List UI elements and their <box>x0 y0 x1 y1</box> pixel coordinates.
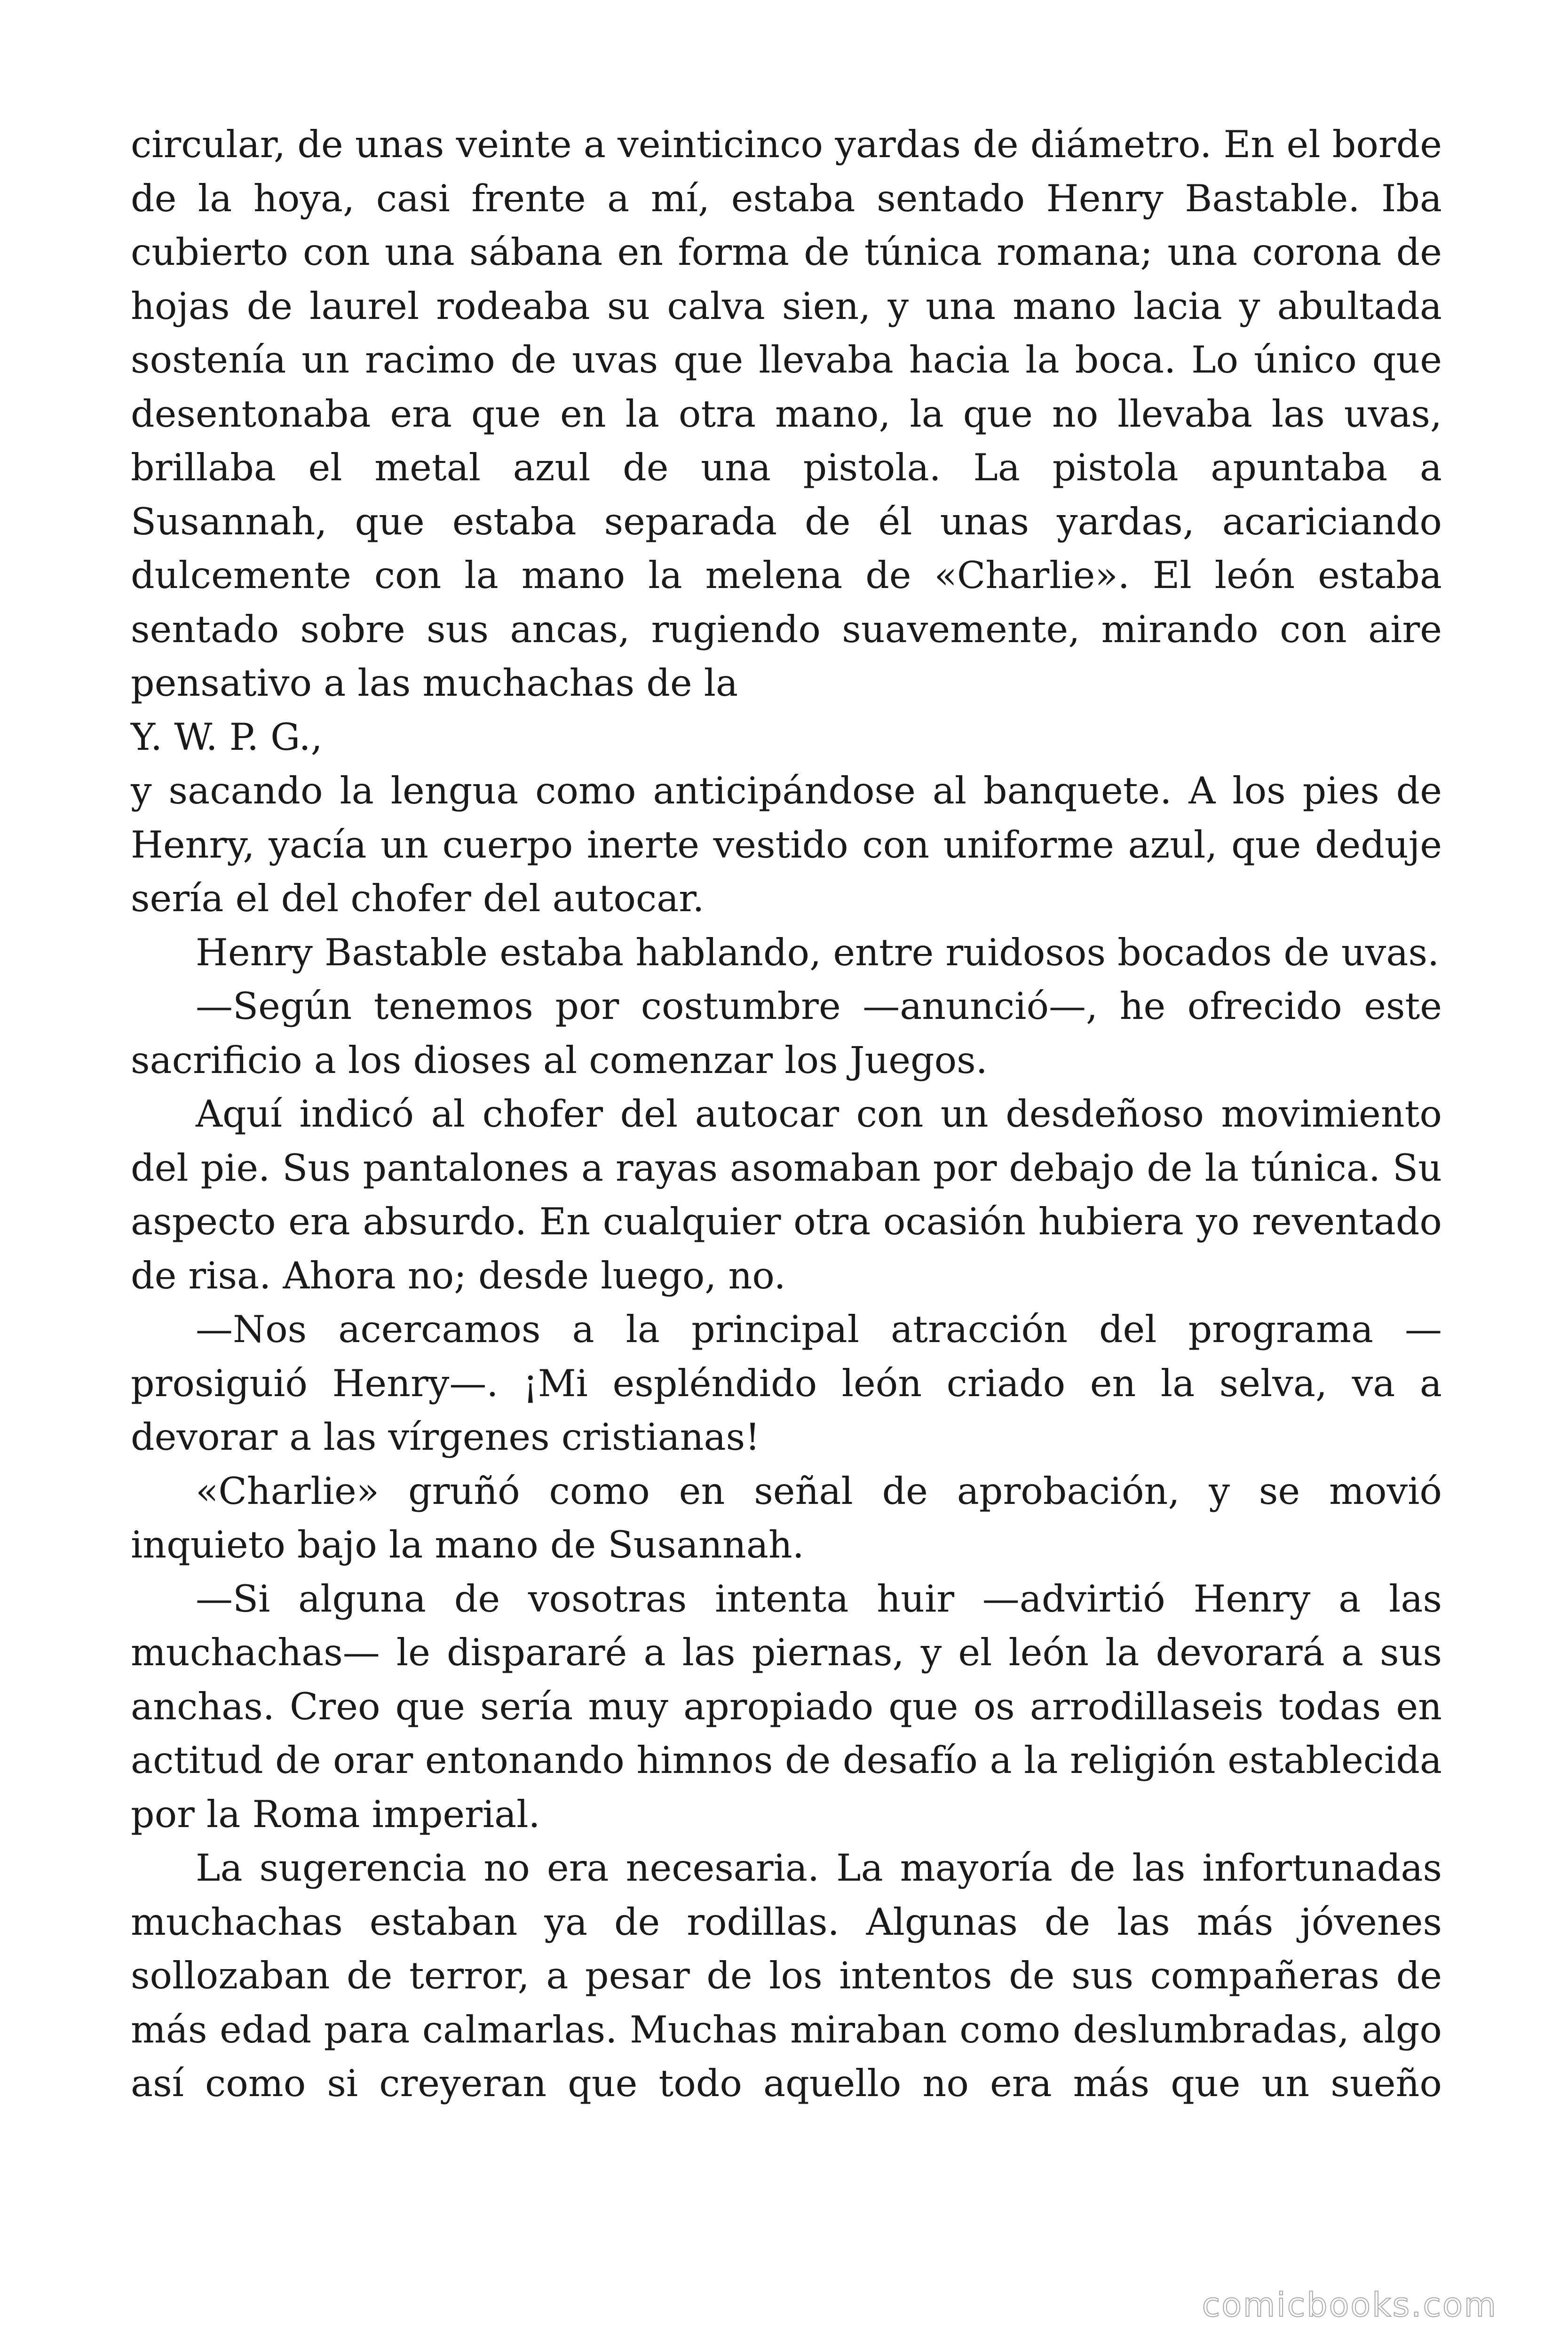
paragraph-2: Y. W. P. G., <box>131 715 323 759</box>
paragraph-1: circular, de unas veinte a veinticinco yardas de diámetro. En el borde de la hoya, casi frente a mí, estaba sentado Henry Bastable. Iba cubierto con una sábana en forma de túnica romana; una corona de hojas de laurel rodeaba su calva sien, y una mano lacia y abultada sostenía un racimo de uvas que llevaba hacia la boca. Lo único que desentonaba era que en la otra mano, la que no llevaba las uvas, brillaba el metal azul de una pistola. La pistola apuntaba a Susannah, que estaba separada de él unas yardas, acariciando dulcemente con la mano la melena de «Charlie». El león estaba sentado sobre sus ancas, rugiendo suavemente, mirando con aire pensativo a las muchachas de la <box>131 123 1442 705</box>
paragraph-6: Aquí indicó al chofer del autocar con un desdeñoso movimiento del pie. Sus pantalones a rayas asomaban por debajo de la túnica. Su aspecto era absurdo. En cualquier otra ocasión hubiera yo reventado de risa. Ahora no; desde luego, no. <box>131 1092 1442 1297</box>
paragraph-4: Henry Bastable estaba hablando, entre ruidosos bocados de uvas. <box>196 930 1440 974</box>
paragraph-8: «Charlie» gruñó como en señal de aprobación, y se movió inquieto bajo la mano de Susannah. <box>131 1469 1442 1566</box>
paragraph-10: La sugerencia no era necesaria. La mayoría de las infortunadas muchachas estaban ya de rodillas. Algunas de las más jóvenes sollozaban de terror, a pesar de los intentos de sus compañeras de más edad para calmarlas. Muchas miraban como deslumbradas, algo así como si creyeran que todo aquello no era más que un sueño <box>131 1846 1442 2105</box>
paragraph-5: —Según tenemos por costumbre —anunció—, he ofrecido este sacrificio a los dioses al comenzar los Juegos. <box>131 985 1442 1082</box>
paragraph-7: —Nos acercamos a la principal atracción del programa —prosiguió Henry—. ¡Mi espléndido león criado en la selva, va a devorar a las vírgenes cristianas! <box>131 1308 1442 1459</box>
watermark: comicbooks.com <box>1202 2286 1497 2324</box>
paragraph-3: y sacando la lengua como anticipándose al banquete. A los pies de Henry, yacía un cuerpo inerte vestido con uniforme azul, que deduje sería el del chofer del autocar. <box>131 769 1442 920</box>
page-text <box>131 118 1442 2111</box>
paragraph-9: —Si alguna de vosotras intenta huir —advirtió Henry a las muchachas— le dispararé a las piernas, y el león la devorará a sus anchas. Creo que sería muy apropiado que os arrodillaseis todas en actitud de orar entonando himnos de desafío a la religión establecida por la Roma imperial. <box>131 1577 1442 1836</box>
